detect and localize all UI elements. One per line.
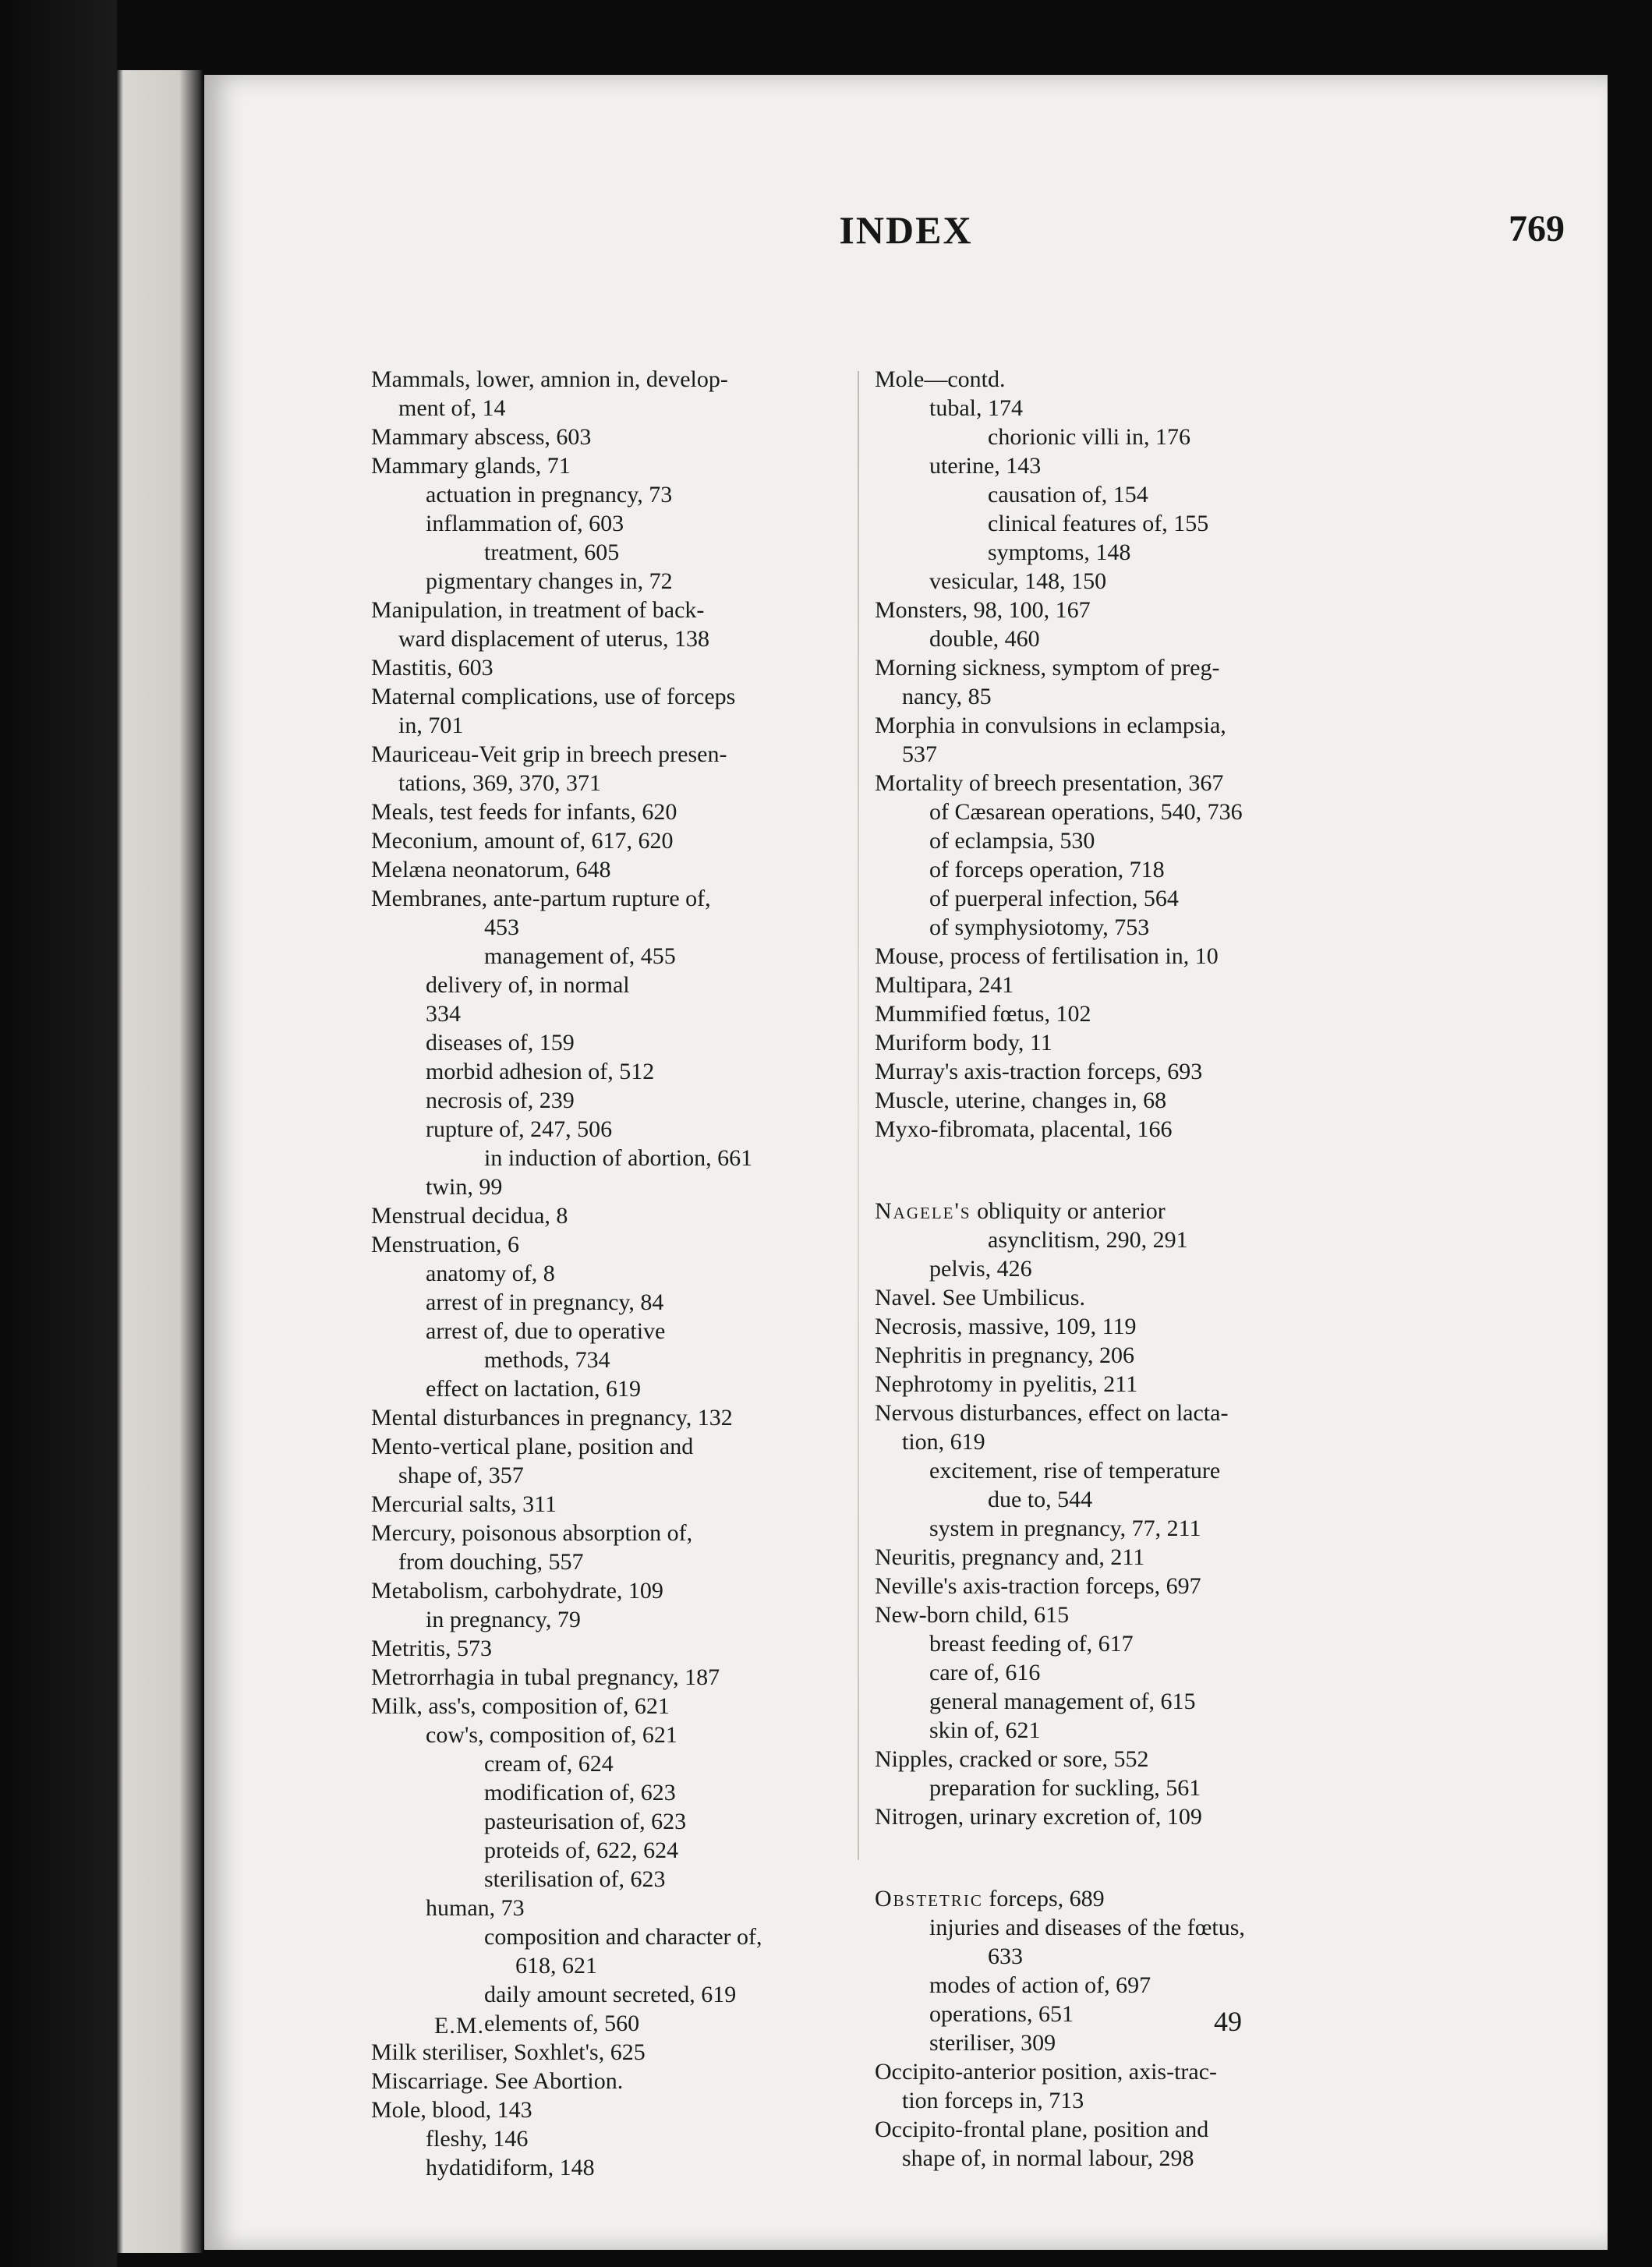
index-entry: daily amount secreted, 619 [484, 1982, 737, 2007]
index-entry: uterine, 143 [929, 453, 1042, 479]
index-entry: ward displacement of uterus, 138 [398, 626, 710, 652]
page-number: 769 [1509, 208, 1565, 249]
index-entry: Monsters, 98, 100, 167 [875, 597, 1091, 623]
index-entry: Mauriceau-Veit grip in breech presen- [371, 741, 727, 767]
index-entry: Milk steriliser, Soxhlet's, 625 [371, 2039, 646, 2065]
index-entry: of symphysiotomy, 753 [929, 914, 1150, 940]
index-entry: hydatidiform, 148 [426, 2155, 595, 2180]
index-entry: pigmentary changes in, 72 [426, 568, 673, 594]
index-entry: Menstrual decidua, 8 [371, 1203, 568, 1229]
index-entry: double, 460 [929, 626, 1040, 652]
index-entry: of forceps operation, 718 [929, 857, 1165, 882]
index-entry: preparation for suckling, 561 [929, 1775, 1201, 1801]
index-entry: Necrosis, massive, 109, 119 [875, 1314, 1137, 1339]
index-entry: Nervous disturbances, effect on lacta- [875, 1400, 1229, 1426]
index-entry: Nephritis in pregnancy, 206 [875, 1342, 1134, 1368]
index-entry: Nipples, cracked or sore, 552 [875, 1746, 1149, 1772]
index-entry: necrosis of, 239 [426, 1088, 575, 1113]
index-entry: Mammals, lower, amnion in, develop- [371, 366, 728, 392]
index-entry: Mercury, poisonous absorption of, [371, 1520, 693, 1546]
index-entry: 633 [988, 1943, 1023, 1969]
index-entry: in, 701 [398, 713, 464, 738]
index-entry: Meals, test feeds for infants, 620 [371, 799, 677, 825]
index-entry: clinical features of, 155 [988, 511, 1209, 536]
signature-mark: E.M. [434, 2013, 484, 2039]
section-gap [875, 1144, 1576, 1197]
index-entry: system in pregnancy, 77, 211 [929, 1515, 1201, 1541]
index-column-right [875, 365, 1576, 2173]
index-entry: anatomy of, 8 [426, 1261, 555, 1286]
index-entry: Mercurial salts, 311 [371, 1491, 557, 1517]
index-entry: modification of, 623 [484, 1780, 676, 1805]
index-entry: Mole, blood, 143 [371, 2097, 532, 2123]
index-entry: Mouse, process of fertilisation in, 10 [875, 943, 1219, 969]
previous-page-edge [117, 70, 203, 2253]
index-entry: symptoms, 148 [988, 539, 1131, 565]
index-entry: pasteurisation of, 623 [484, 1809, 687, 1834]
section-gap [875, 1831, 1576, 1884]
index-entry: of Cæsarean operations, 540, 736 [929, 799, 1243, 825]
index-entry: Mammary abscess, 603 [371, 424, 592, 450]
index-entry: Mammary glands, 71 [371, 453, 571, 479]
index-entry: 334 [426, 1001, 461, 1027]
index-entry: Metrorrhagia in tubal pregnancy, 187 [371, 1664, 720, 1690]
index-entry: steriliser, 309 [929, 2030, 1056, 2056]
index-entry: nancy, 85 [902, 684, 992, 709]
index-entry: sterilisation of, 623 [484, 1866, 666, 1892]
index-entry: Metabolism, carbohydrate, 109 [371, 1578, 663, 1604]
index-entry: cow's, composition of, 621 [426, 1722, 677, 1748]
index-entry: tion forceps in, 713 [902, 2088, 1084, 2113]
index-headword: Obstetric [875, 1886, 983, 1912]
index-entry: shape of, in normal labour, 298 [902, 2145, 1194, 2171]
index-entry: 453 [484, 914, 519, 940]
index-entry: of puerperal infection, 564 [929, 886, 1179, 911]
index-entry: proteids of, 622, 624 [484, 1837, 679, 1863]
index-entry [875, 1884, 1576, 1913]
index-entry: injuries and diseases of the fœtus, [929, 1915, 1245, 1940]
index-entry: Manipulation, in treatment of back- [371, 597, 705, 623]
index-entry: Muriform body, 11 [875, 1030, 1052, 1056]
index-entry: Melæna neonatorum, 648 [371, 857, 611, 882]
index-entry: New-born child, 615 [875, 1602, 1070, 1628]
index-entry: Myxo-fibromata, placental, 166 [875, 1116, 1173, 1142]
index-entry: twin, 99 [426, 1174, 503, 1200]
index-entry: Maternal complications, use of forceps [371, 684, 736, 709]
index-entry: Morning sickness, symptom of preg- [875, 655, 1220, 681]
index-entry: diseases of, 159 [426, 1030, 575, 1056]
index-entry: arrest of, due to operative [426, 1318, 666, 1344]
index-entry: management of, 455 [484, 943, 676, 969]
index-entry: effect on lactation, 619 [426, 1376, 642, 1402]
index-entry: breast feeding of, 617 [929, 1631, 1134, 1657]
index-entry: modes of action of, 697 [929, 1972, 1151, 1998]
running-head: INDEX [839, 208, 973, 252]
index-entry: delivery of, in normal [426, 972, 630, 998]
index-entry: Miscarriage. See Abortion. [371, 2068, 624, 2094]
index-entry: Metritis, 573 [371, 1636, 492, 1661]
index-entry: inflammation of, 603 [426, 511, 624, 536]
index-entry: vesicular, 148, 150 [929, 568, 1107, 594]
index-entry: Neville's axis-traction forceps, 697 [875, 1573, 1201, 1599]
index-entry: causation of, 154 [988, 482, 1148, 508]
index-entry: Nitrogen, urinary excretion of, 109 [875, 1804, 1202, 1830]
index-entry: elements of, 560 [484, 2011, 640, 2036]
index-entry: Morphia in convulsions in eclampsia, [875, 713, 1226, 738]
index-entry: Menstruation, 6 [371, 1232, 519, 1257]
index-entry: Muscle, uterine, changes in, 68 [875, 1088, 1167, 1113]
index-entry: in induction of abortion, 661 [484, 1145, 753, 1171]
index-entry: Mole—contd. [875, 366, 1006, 392]
index-entry: Occipito-anterior position, axis-trac- [875, 2059, 1218, 2085]
index-entry: Neuritis, pregnancy and, 211 [875, 1544, 1145, 1570]
index-entry: excitement, rise of temperature [929, 1458, 1221, 1484]
index-entry: Navel. See Umbilicus. [875, 1285, 1085, 1310]
index-entry: Mortality of breech presentation, 367 [875, 770, 1224, 796]
index-entry: human, 73 [426, 1895, 525, 1921]
index-entry: from douching, 557 [398, 1549, 584, 1575]
index-entry: methods, 734 [484, 1347, 610, 1373]
index-entry: rupture of, 247, 506 [426, 1116, 613, 1142]
index-entry: Multipara, 241 [875, 972, 1014, 998]
index-entry: Nephrotomy in pyelitis, 211 [875, 1371, 1138, 1397]
index-entry: cream of, 624 [484, 1751, 614, 1777]
index-entry-text: obliquity or anterior [971, 1198, 1166, 1224]
index-entry [875, 1197, 1576, 1225]
index-entry: ment of, 14 [398, 395, 506, 421]
index-entry: Membranes, ante-partum rupture of, [371, 886, 711, 911]
index-entry: asynclitism, 290, 291 [988, 1227, 1188, 1253]
index-entry: Mento-vertical plane, position and [371, 1434, 694, 1459]
index-entry: Mental disturbances in pregnancy, 132 [371, 1405, 733, 1431]
index-entry: 537 [902, 741, 937, 767]
index-entry: care of, 616 [929, 1660, 1041, 1685]
index-entry: general management of, 615 [929, 1689, 1196, 1714]
index-entry: in pregnancy, 79 [426, 1607, 581, 1632]
index-entry: tion, 619 [902, 1429, 985, 1455]
index-entry: chorionic villi in, 176 [988, 424, 1190, 450]
index-entry: Meconium, amount of, 617, 620 [371, 828, 674, 854]
index-entry: tations, 369, 370, 371 [398, 770, 601, 796]
index-entry: of eclampsia, 530 [929, 828, 1095, 854]
index-entry: pelvis, 426 [929, 1256, 1032, 1282]
index-entry: tubal, 174 [929, 395, 1023, 421]
index-entry: 618, 621 [515, 1953, 597, 1979]
scan-dark-margin [0, 0, 117, 2267]
index-entry: Murray's axis-traction forceps, 693 [875, 1059, 1203, 1084]
index-entry: arrest of in pregnancy, 84 [426, 1289, 664, 1315]
index-entry: due to, 544 [988, 1487, 1093, 1512]
index-entry: shape of, 357 [398, 1462, 524, 1488]
index-headword: Nagele's [875, 1198, 971, 1224]
index-entry: skin of, 621 [929, 1717, 1041, 1743]
index-entry: Milk, ass's, composition of, 621 [371, 1693, 670, 1719]
index-entry: morbid adhesion of, 512 [426, 1059, 655, 1084]
index-entry: actuation in pregnancy, 73 [426, 482, 673, 508]
index-entry: fleshy, 146 [426, 2126, 529, 2152]
index-entry: Occipito-frontal plane, position and [875, 2117, 1209, 2142]
index-entry: composition and character of, [484, 1924, 762, 1950]
index-entry: Mummified fœtus, 102 [875, 1001, 1091, 1027]
signature-number: 49 [1214, 2006, 1242, 2037]
index-entry: treatment, 605 [484, 539, 620, 565]
index-entry-text: forceps, 689 [982, 1886, 1105, 1912]
index-entry: operations, 651 [929, 2001, 1074, 2027]
index-page [204, 75, 1608, 2250]
index-entry: Mastitis, 603 [371, 655, 493, 681]
